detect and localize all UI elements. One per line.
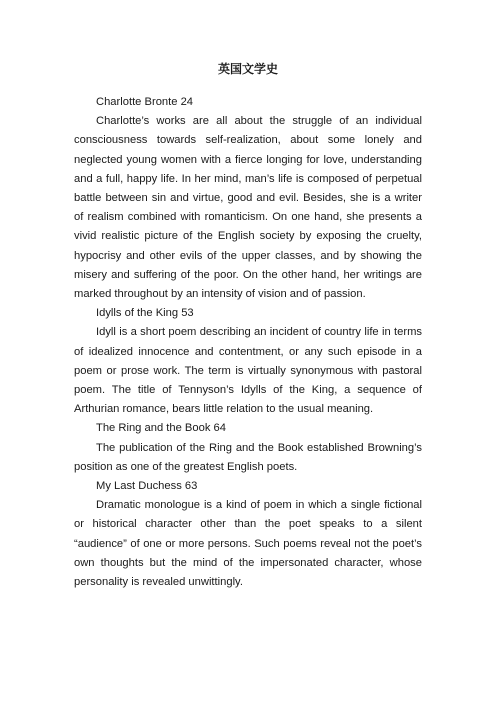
entry-idylls-of-the-king — [74, 304, 422, 419]
entry-heading: My Last Duchess 63 — [96, 480, 198, 493]
entry-body: Dramatic monologue is a kind of poem in which a single fictional or historical character other than the poet speaks to a silent “audience” of one or more persons. Such poems reveal not the poet’s own thoughts but the mind of the impersonated character, whose personality is revealed unwittingly. — [74, 499, 422, 589]
entry-ring-and-the-book — [74, 419, 422, 477]
entry-my-last-duchess — [74, 477, 422, 592]
entry-charlotte-bronte — [74, 93, 422, 304]
entry-body: Charlotte’s works are all about the struggle of an individual consciousness towards self-realization, about some lonely and neglected young women with a fierce longing for love, understanding and a full, happy life. In her mind, man’s life is composed of perpetual battle between sin and virtue, good and evil. Besides, she is a writer of realism combined with romanticism. On one hand, she presents a vivid realistic picture of the English society by exposing the cruelty, hypocrisy and other evils of the upper classes, and by showing the misery and suffering of the poor. On the other hand, her writings are marked throughout by an intensity of vision and of passion. — [74, 115, 422, 301]
entry-heading: The Ring and the Book 64 — [96, 422, 226, 435]
document-title: 英国文学史 — [217, 62, 278, 76]
entry-heading: Idylls of the King 53 — [96, 307, 194, 320]
entry-heading: Charlotte Bronte 24 — [96, 96, 194, 108]
entry-body: Idyll is a short poem describing an incident of country life in terms of idealized innocence and contentment, or any such episode in a poem or prose work. The term is virtually synonymous with pastoral poem. The title of Tennyson’s Idylls of the King, a sequence of Arthurian romance, bears little relation to the usual meaning. — [74, 326, 422, 416]
entry-body: The publication of the Ring and the Book established Browning’s position as one of the greatest English poets. — [74, 441, 422, 473]
